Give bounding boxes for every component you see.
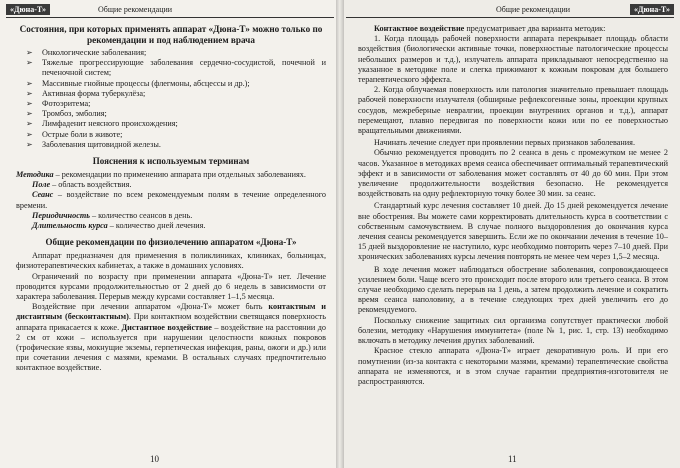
contraindications-heading: Состояния, при которых применять аппарат «Дюна-Т» можно только по рекомендации и под наблюдением врача [19, 24, 323, 45]
list-item: ➢ Тромбоз, эмболия; [42, 109, 326, 119]
term-session: Сеанс – воздействие по всем рекомендуемым полям в течение определенного времени. [16, 190, 326, 210]
header-section-title: Общие рекомендации [98, 5, 173, 14]
list-item: ➢ Фотоэритема; [42, 99, 326, 109]
contraindications-list [16, 48, 326, 150]
paragraph-contact-modes: Воздействие при лечении аппаратом «Дюна-Т» может быть контактным и дистантным (бесконтактным). При контактном воздействии светящаяся поверхность аппарата прикасается к коже. Дистантное воздействие – воздействие на расстоянии до 2 см от кожи – используется при нарушении целостности кожных покровов (трофические язвы, мокнущие экземы, герпетическая инфекция, раны, ожоги и др.) или при сочетании лечения с мазями, кремами. В остальных случаях предпочтительно контактное воздействие. [16, 302, 327, 373]
term-field: Поле – область воздействия. [32, 180, 132, 190]
page-header [346, 3, 674, 18]
terms-heading: Пояснения к используемым терминам [92, 156, 250, 167]
book-gutter [336, 0, 344, 468]
list-item: ➢ Онкологические заболевания; [42, 48, 326, 58]
page-number: 10 [150, 454, 159, 464]
general-recommendations-heading: Общие рекомендации по физиолечению аппаратом «Дюна-Т» [45, 237, 297, 248]
list-item: ➢ Заболевания щитовидной железы. [42, 140, 326, 150]
paragraph-immunity: Поскольку снижение защитных сил организма сопутствует практически любой болезни, методику «Нарушения иммунитета» (поле № 1, рис. 1, стр. 13) необходимо включать в методику лечения других заболеваний. [358, 315, 668, 346]
paragraph-purpose: Аппарат предназначен для применения в поликлиниках, клиниках, больницах, физиотерапевтических кабинетах, а также в домашних условиях. [16, 251, 326, 271]
term-methodology: Методика – рекомендации по применению аппарата при отдельных заболеваниях. [16, 170, 306, 180]
page-header [6, 3, 334, 18]
paragraph-course: Стандартный курс лечения составляет 10 дней. До 15 дней рекомендуется лечение вне обострения. Вы можете сами корректировать длительность курса в соответствии с собственным самочувствием. В случае полного выздоровления до окончания курса лечения сеансы рекомендуется завершить. Если же по окончании лечения в течение 10–15 дней выздоровление не наступило, курс необходимо повторить через 7–10 дней. При хронических заболеваниях курсы лечения повторять не менее чем через 1,5–2 месяца. [358, 201, 668, 262]
paragraph-method-2: 2. Когда облучаемая поверхность или патология значительно превышает площадь рабочей поверхности излучателя (обширные рефлексогенные зоны, проекции крупных сосудов, межреберные невралгии, проекции внутренних органов и т.д.), аппарат перемещают, плавно передвигая по поверхности кожи или по ее поверхностью вращательными движениями. [358, 85, 668, 136]
term-periodicity: Периодичность – количество сеансов в день. [32, 210, 193, 220]
paragraph-sessions: Обычно рекомендуется проводить по 2 сеанса в день с промежутком не менее 2 часов. Указанное в методиках время сеанса обеспечивает оптимальный терапевтический эффект и в зависимости от заболевания может составлять от 40 до 60 мин. При этом увеличение продолжительности воздействия безопасно. Не рекомендуется воздействовать на одну рефлекторную точку более 30 мин. за сеанс. [358, 148, 669, 199]
paragraph-method-1: 1. Когда площадь рабочей поверхности аппарата перекрывает площадь области воздействия (биологически активные точки, поверхностные патологические процессы небольших размеров и т.д.), излучатель аппарата прикладывают непосредственно на указанное в методике поле и слегка прижимают к кожным покровам для большего терапевтического эффекта. [358, 34, 668, 85]
list-item: ➢ Острые боли в животе; [42, 130, 326, 140]
paragraph-start: Начинать лечение следует при проявлении первых признаков заболевания. [374, 138, 635, 148]
right-page [340, 0, 680, 468]
list-item: ➢ Массивные гнойные процессы (флегмоны, абсцессы и др.); [42, 79, 326, 89]
term-course-duration: Длительность курса – количество дней лечения. [32, 221, 206, 231]
header-brand-tag: «Дюна-Т» [630, 4, 674, 15]
paragraph-glass: Красное стекло аппарата «Дюна-Т» играет декоративную роль. И при его помутнении (из-за контакта с некоторыми мазями, кремами) терапевтические свойства аппарата не изменяются, и в этом случае гарантии предприятия-изготовителя не распространяются. [358, 346, 668, 386]
header-brand-tag: «Дюна-Т» [6, 4, 50, 15]
list-item: ➢ Активная форма туберкулёза; [42, 89, 326, 99]
paragraph-contact-intro: Контактное воздействие предусматривает два варианта методик: [374, 24, 606, 33]
list-item: ➢ Тяжелые прогрессирующие заболевания сердечно-сосудистой, почечной и печеночной систем; [42, 58, 326, 78]
paragraph-age: Ограничений по возрасту при применении аппарата «Дюна-Т» нет. Лечение проводится курсами продолжительностью от 2 дней до 6 недель в зависимости от характера заболевания. Перерыв между курсами составляет 1–1,5 месяца. [16, 271, 326, 302]
paragraph-exacerbation: В ходе лечения может наблюдаться обострение заболевания, сопровождающееся усилением боли. Чаще всего это происходит после второго или третьего сеанса. В этом случае необходимо сделать перерыв на 1 день, а затем продолжить лечение и сократить время сеанса наполовину, а в течение следующих трех дней увеличить его до рекомендуемого. [358, 264, 668, 315]
header-section-title: Общие рекомендации [496, 5, 571, 14]
list-item: ➢ Лимфаденит неясного происхождения; [42, 119, 326, 129]
page-number: 11 [508, 454, 517, 464]
